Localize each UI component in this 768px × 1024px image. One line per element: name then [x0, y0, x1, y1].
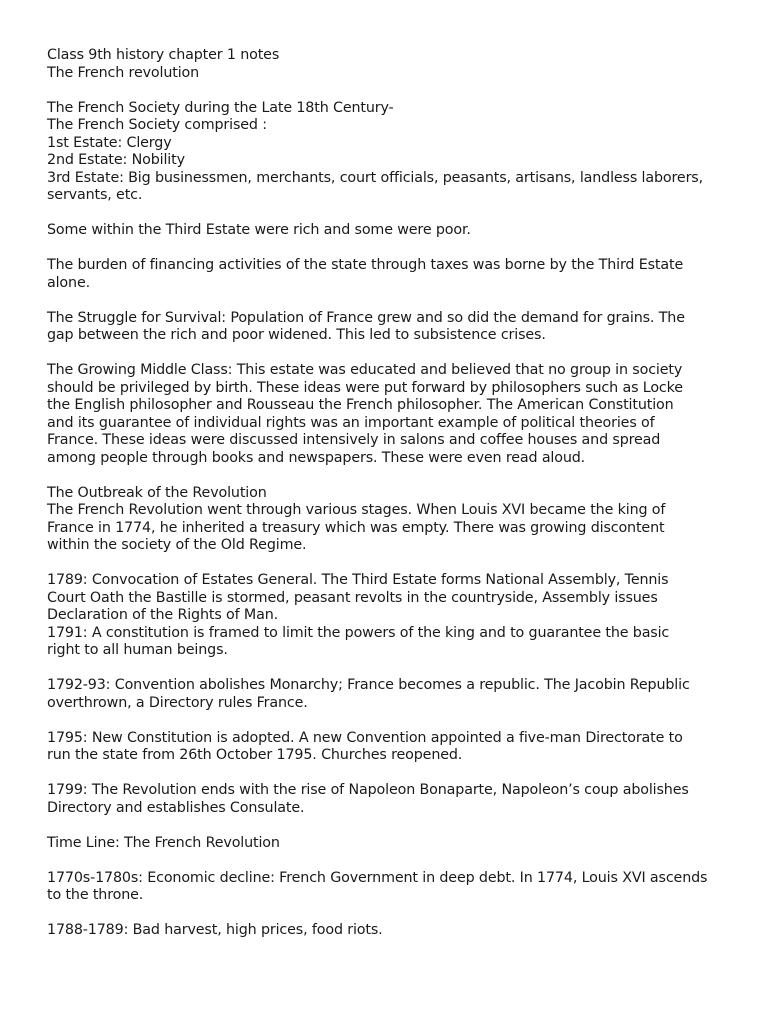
society-intro: The French Society comprised : [47, 117, 267, 133]
outbreak-line-3: within the society of the Old Regime. [47, 537, 307, 553]
timeline-1788-line: 1788-1789: Bad harvest, high prices, food riots. [47, 922, 383, 938]
year-1795-paragraph [47, 730, 737, 765]
year-1791-line-2: right to all human beings. [47, 642, 228, 658]
estate-2: 2nd Estate: Nobility [47, 152, 185, 168]
outbreak-line-2: France in 1774, he inherited a treasury which was empty. There was growing discontent [47, 519, 665, 536]
middle-class-line-5: France. These ideas were discussed intensively in salons and coffee houses and spread [47, 432, 661, 448]
burden-line-2: alone. [47, 274, 90, 291]
middle-class-line-3: the English philosopher and Rousseau the French philosopher. The American Constitution [47, 397, 674, 413]
rich-poor-paragraph [47, 222, 737, 240]
outbreak-heading: The Outbreak of the Revolution [47, 484, 267, 501]
estate-3-line-2: servants, etc. [47, 187, 143, 203]
struggle-paragraph [47, 310, 737, 345]
timeline-heading: Time Line: The French Revolution [47, 834, 280, 851]
document-header [47, 47, 737, 82]
struggle-line-1: The Struggle for Survival: Population of France grew and so did the demand for grains. The [47, 309, 685, 326]
document-page [47, 47, 737, 957]
timeline-1770s-line-2: to the throne. [47, 887, 144, 903]
year-1795-line-2: run the state from 26th October 1795. Churches reopened. [47, 747, 463, 763]
year-1799-line-1: 1799: The Revolution ends with the rise of Napoleon Bonaparte, Napoleon’s coup abolishes [47, 782, 689, 798]
year-1792-line-2: overthrown, a Directory rules France. [47, 694, 308, 711]
year-1789-line-3: Declaration of the Rights of Man. [47, 607, 279, 623]
document-title: Class 9th history chapter 1 notes [47, 47, 280, 63]
year-1792-line-1: 1792-93: Convention abolishes Monarchy; France becomes a republic. The Jacobin Republic [47, 677, 690, 693]
timeline-heading-paragraph [47, 835, 737, 853]
year-1795-line-1: 1795: New Constitution is adopted. A new Convention appointed a five-man Directorate to [47, 729, 683, 746]
estate-1: 1st Estate: Clergy [47, 134, 172, 151]
middle-class-line-4: and its guarantee of individual rights was an important example of political theories of [47, 414, 655, 431]
timeline-1770s-paragraph [47, 870, 737, 905]
burden-paragraph [47, 257, 737, 292]
outbreak-paragraph [47, 485, 737, 555]
timeline-1788-paragraph [47, 922, 737, 940]
year-1789-line-2: Court Oath the Bastille is stormed, peasant revolts in the countryside, Assembly issues [47, 589, 658, 606]
middle-class-paragraph [47, 362, 737, 467]
year-1789-line-1: 1789: Convocation of Estates General. The Third Estate forms National Assembly, Tennis [47, 572, 669, 588]
burden-line-1: The burden of financing activities of the state through taxes was borne by the Third Estate [47, 257, 684, 273]
society-section [47, 100, 737, 205]
middle-class-line-2: should be privileged by birth. These ideas were put forward by philosophers such as Locke [47, 379, 683, 396]
year-1791-line-1: 1791: A constitution is framed to limit the powers of the king and to guarantee the basic [47, 624, 670, 641]
estate-3-line-1: 3rd Estate: Big businessmen, merchants, court officials, peasants, artisans, landless laborers, [47, 169, 703, 186]
timeline-1770s-line-1: 1770s-1780s: Economic decline: French Government in deep debt. In 1774, Louis XVI ascends [47, 869, 708, 886]
year-1799-paragraph [47, 782, 737, 817]
middle-class-line-1: The Growing Middle Class: This estate was educated and believed that no group in society [47, 362, 683, 378]
rich-poor-line: Some within the Third Estate were rich and some were poor. [47, 222, 471, 238]
year-1789-1791-paragraph [47, 572, 737, 660]
struggle-line-2: gap between the rich and poor widened. This led to subsistence crises. [47, 327, 546, 343]
outbreak-line-1: The French Revolution went through various stages. When Louis XVI became the king of [47, 502, 666, 518]
year-1792-paragraph [47, 677, 737, 712]
year-1799-line-2: Directory and establishes Consulate. [47, 799, 305, 816]
document-subtitle: The French revolution [47, 64, 200, 81]
middle-class-line-6: among people through books and newspapers. These were even read aloud. [47, 449, 586, 466]
society-heading: The French Society during the Late 18th Century- [47, 99, 394, 116]
